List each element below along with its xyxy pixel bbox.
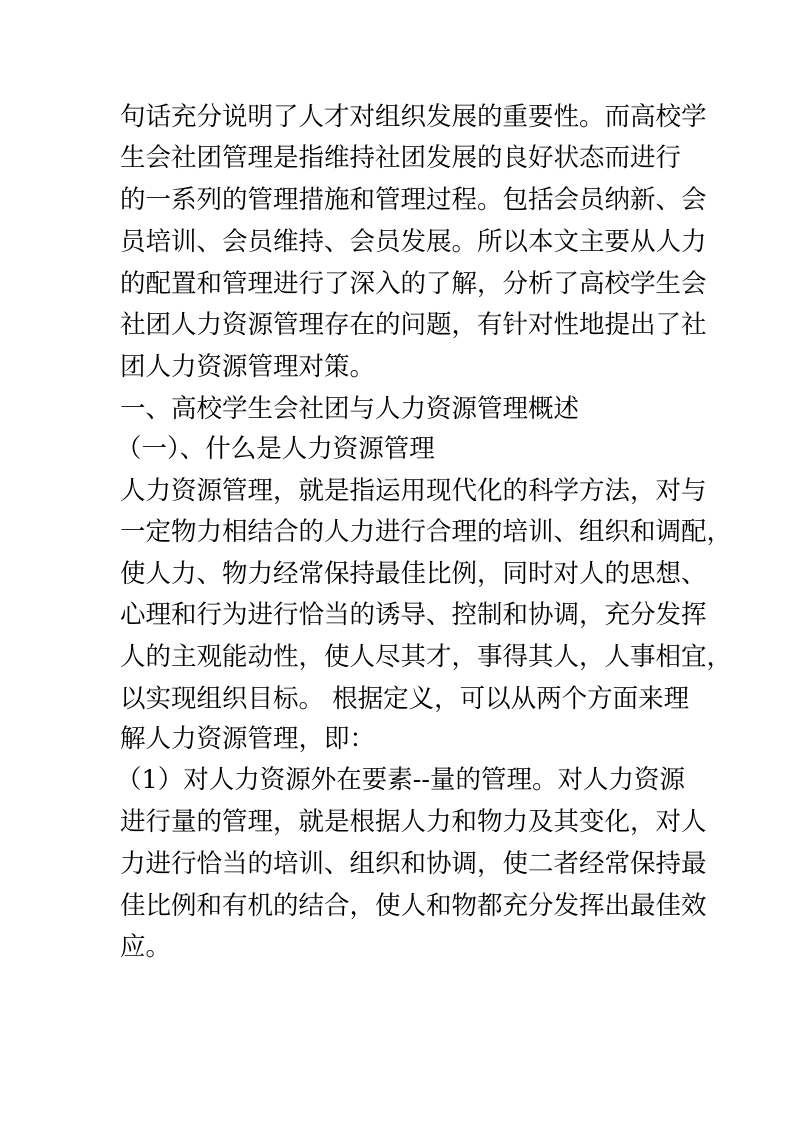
paragraph-line: 以实现组织目标。 根据定义，可以从两个方面来理 bbox=[120, 684, 690, 714]
paragraph-line: 员培训、会员维持、会员发展。所以本文主要从人力 bbox=[120, 227, 707, 257]
paragraph-line: 人力资源管理，就是指运用现代化的科学方法，对与 bbox=[120, 476, 707, 506]
paragraph-line: 句话充分说明了人才对组织发展的重要性。而高校学 bbox=[120, 102, 707, 132]
paragraph-line: 的配置和管理进行了深入的了解，分析了高校学生会 bbox=[120, 269, 707, 299]
paragraph-line: 佳比例和有机的结合，使人和物都充分发挥出最佳效 bbox=[120, 891, 707, 921]
paragraph-line: 力进行恰当的培训、组织和协调，使二者经常保持最 bbox=[120, 849, 707, 879]
paragraph-line: 团人力资源管理对策。 bbox=[120, 352, 376, 382]
paragraph-line: 解人力资源管理，即： bbox=[120, 724, 376, 754]
section-heading: 一、高校学生会社团与人力资源管理概述 bbox=[120, 394, 580, 424]
paragraph-line: 应。 bbox=[120, 932, 172, 962]
paragraph-line: 人的主观能动性，使人尽其才，事得其人，人事相宜， bbox=[120, 642, 733, 672]
paragraph-line: 进行量的管理，就是根据人力和物力及其变化，对人 bbox=[120, 807, 707, 837]
paragraph-line: 的一系列的管理措施和管理过程。包括会员纳新、会 bbox=[120, 185, 707, 215]
paragraph-line: 一定物力相结合的人力进行合理的培训、组织和调配， bbox=[120, 517, 733, 547]
list-item-heading: （1）对人力资源外在要素--量的管理。对人力资源 bbox=[116, 765, 685, 795]
paragraph-line: 心理和行为进行恰当的诱导、控制和协调，充分发挥 bbox=[120, 600, 707, 630]
subsection-heading: （一）、什么是人力资源管理 bbox=[116, 434, 435, 464]
paragraph-line: 使人力、物力经常保持最佳比例，同时对人的思想、 bbox=[120, 559, 707, 589]
paragraph-line: 生会社团管理是指维持社团发展的良好状态而进行 bbox=[120, 143, 682, 173]
paragraph-line: 社团人力资源管理存在的问题，有针对性地提出了社 bbox=[120, 310, 707, 340]
